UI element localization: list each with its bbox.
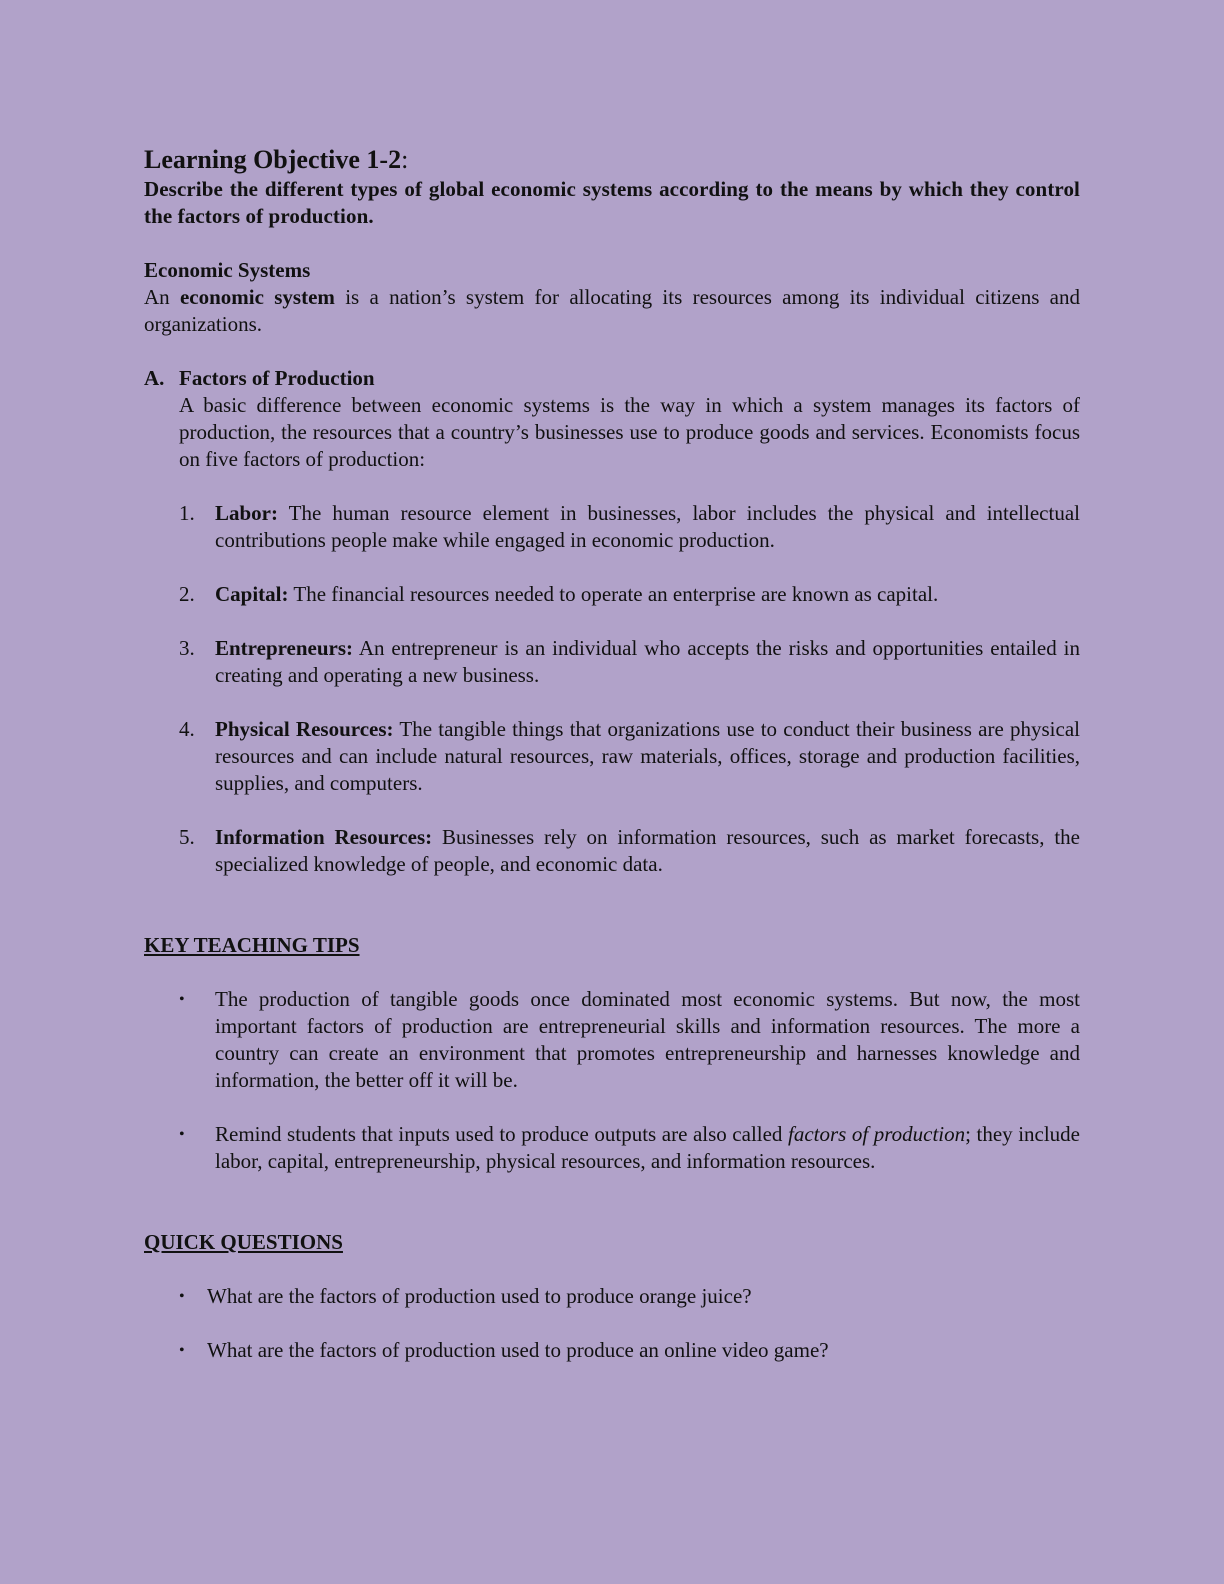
list-item-number: 2.	[179, 582, 195, 606]
list-item	[179, 1121, 1080, 1175]
factors-heading	[144, 365, 1080, 392]
factors-heading-label: Factors of Production	[179, 366, 375, 390]
tip-text-before: Remind students that inputs used to produce outputs are also called	[215, 1122, 788, 1146]
learning-objective-title-text: Learning Objective 1-2	[144, 145, 402, 174]
tip-text: The production of tangible goods once dominated most economic systems. But now, the most important factors of production are entrepreneurial skills and information resources. The more a country can create an environment that promotes entrepreneurship and harnesses knowledge and information, the better off it will be.	[215, 987, 1080, 1092]
tip-text-after: ; they include labor, capital, entrepreneurship, physical resources, and information resources.	[215, 1122, 1081, 1173]
question-text: What are the factors of production used to produce orange juice?	[207, 1284, 752, 1308]
list-item-number: 4.	[179, 717, 195, 741]
list-item-text: The tangible things that organizations use to conduct their business are physical resources and can include natural resources, raw materials, offices, storage and production facilities, supplies, and computers.	[215, 717, 1080, 795]
list-item	[179, 986, 1080, 1094]
quick-questions-list	[144, 1283, 1080, 1364]
list-item-term: Information Resources:	[215, 825, 433, 849]
page-content	[144, 144, 1080, 1364]
list-item-text: An entrepreneur is an individual who accepts the risks and opportunities entailed in creating and operating a new business.	[215, 636, 1080, 687]
quick-questions-heading: QUICK QUESTIONS	[144, 1230, 343, 1254]
list-item-term: Entrepreneurs:	[215, 636, 354, 660]
question-text: What are the factors of production used to produce an online video game?	[207, 1338, 829, 1362]
list-item-number: 5.	[179, 825, 195, 849]
key-teaching-tips-heading: KEY TEACHING TIPS	[144, 933, 360, 957]
intro-term: economic system	[179, 285, 335, 309]
list-item-number: 3.	[179, 636, 195, 660]
bullet-icon: •	[179, 1342, 185, 1359]
learning-objective-title	[144, 144, 1080, 176]
learning-objective-colon: :	[401, 145, 409, 174]
bullet-icon: •	[179, 1126, 185, 1143]
list-item-term: Physical Resources:	[215, 717, 394, 741]
list-item	[179, 1337, 1080, 1364]
list-item	[179, 1283, 1080, 1310]
list-item-text: Businesses rely on information resources, such as market forecasts, the specialized knowledge of people, and economic data.	[215, 825, 1080, 876]
list-item-text: The financial resources needed to operate an enterprise are known as capital.	[288, 582, 939, 606]
bullet-icon: •	[179, 991, 185, 1008]
teaching-tips-list	[144, 986, 1080, 1175]
intro-after: is a nation’s system for allocating its resources among its individual citizens and organizations.	[144, 285, 1080, 336]
list-item	[179, 824, 1080, 878]
economic-systems-heading: Economic Systems	[144, 258, 311, 282]
tip-text-italic: factors of production	[787, 1122, 966, 1146]
list-item-term: Capital:	[215, 582, 289, 606]
list-item-body	[215, 500, 1080, 554]
list-item-term: Labor:	[215, 501, 278, 525]
intro-before: An	[144, 285, 180, 309]
factors-intro: A basic difference between economic systems is the way in which a system manages its factors of production, the resources that a country’s businesses use to produce goods and services. Economists focus on five factors of production:	[179, 393, 1080, 471]
list-item-body	[215, 635, 1080, 689]
list-item-body	[215, 716, 1080, 797]
bullet-icon: •	[179, 1288, 185, 1305]
learning-objective-description: Describe the different types of global economic systems according to the means by which they control the factors of production.	[144, 177, 1080, 228]
list-item	[179, 500, 1080, 554]
list-item	[179, 581, 1080, 608]
list-item	[179, 635, 1080, 689]
tip-text	[215, 1121, 1080, 1175]
economic-systems-intro	[144, 284, 1080, 338]
list-item-body	[215, 824, 1080, 878]
list-item-text: The human resource element in businesses, labor includes the physical and intellectual contributions people make while engaged in economic production.	[215, 501, 1080, 552]
list-item-body	[215, 581, 1080, 608]
list-item-number: 1.	[179, 501, 195, 525]
factors-list	[144, 500, 1080, 878]
factors-heading-letter: A.	[144, 366, 165, 390]
list-item	[179, 716, 1080, 797]
